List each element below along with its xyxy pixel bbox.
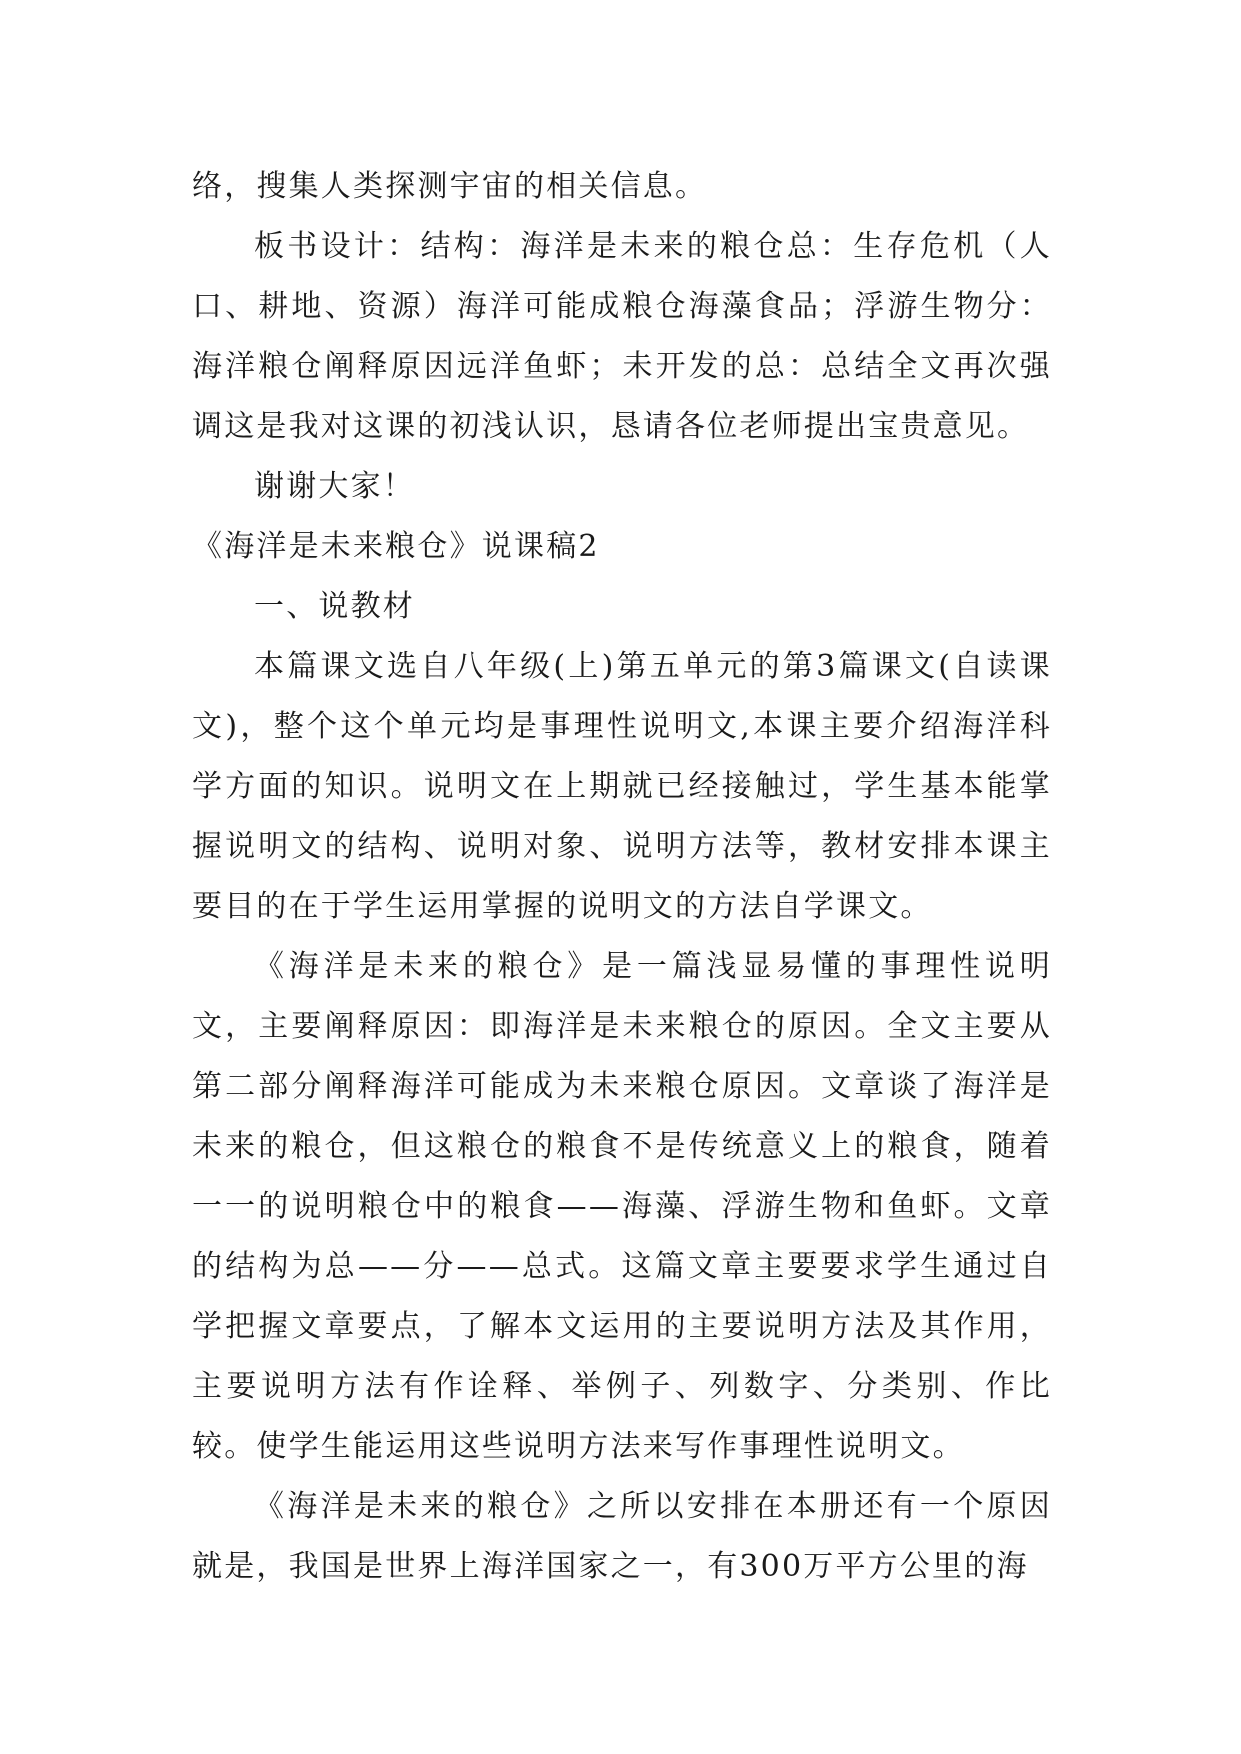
section-heading: 一、说教材 (254, 589, 415, 624)
paragraph-thanks: 谢谢大家！ (254, 469, 415, 504)
paragraph-textbook-intro: 本篇课文选自八年级(上)第五单元的第3篇课文(自读课文)，整个这个单元均是事理性说明文,本课主要介绍海洋科学方面的知识。说明文在上期就已经接触过，学生基本能掌握说明文的结构、说明对象、说明方法等，教材安排本课主要目的在于学生运用掌握的说明文的方法自学课文。 (192, 649, 1052, 924)
document-body (192, 157, 1052, 1597)
paragraph-reason: 《海洋是未来的粮仓》之所以安排在本册还有一个原因就是，我国是世界上海洋国家之一，有300万平方公里的海 (192, 1489, 1052, 1584)
paragraph-board-design: 板书设计：结构：海洋是未来的粮仓总：生存危机（人口、耕地、资源）海洋可能成粮仓海藻食品；浮游生物分：海洋粮仓阐释原因远洋鱼虾；未开发的总：总结全文再次强调这是我对这课的初浅认识，恳请各位老师提出宝贵意见。 (192, 229, 1052, 444)
section-title: 《海洋是未来粮仓》说课稿2 (192, 529, 600, 564)
paragraph-continuation: 络，搜集人类探测宇宙的相关信息。 (192, 169, 708, 204)
paragraph-text-analysis: 《海洋是未来的粮仓》是一篇浅显易懂的事理性说明文，主要阐释原因：即海洋是未来粮仓的原因。全文主要从第二部分阐释海洋可能成为未来粮仓原因。文章谈了海洋是未来的粮仓，但这粮仓的粮食不是传统意义上的粮食，随着一一的说明粮仓中的粮食——海藻、浮游生物和鱼虾。文章的结构为总——分——总式。这篇文章主要要求学生通过自学把握文章要点，了解本文运用的主要说明方法及其作用，主要说明方法有作诠释、举例子、列数字、分类别、作比较。使学生能运用这些说明方法来写作事理性说明文。 (192, 949, 1052, 1464)
